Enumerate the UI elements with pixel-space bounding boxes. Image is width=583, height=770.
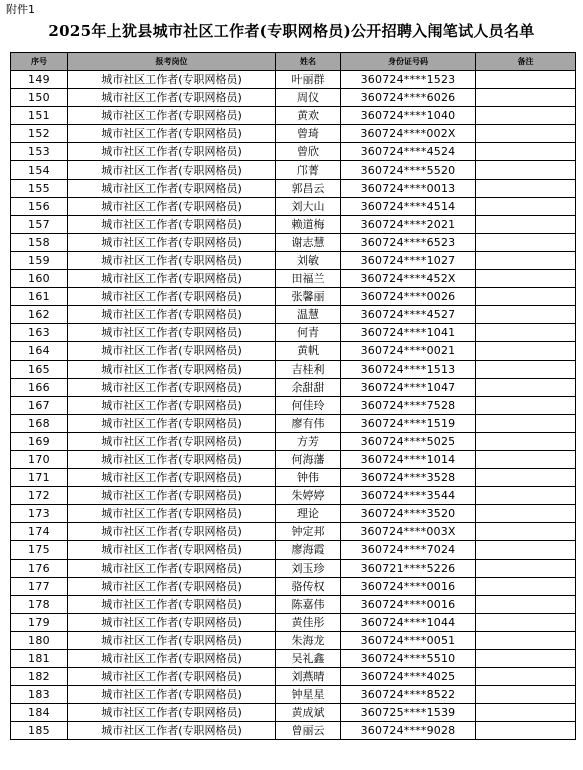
cell-post: 城市社区工作者(专职网格员) — [68, 324, 276, 342]
cell-name: 钟星星 — [276, 686, 341, 704]
cell-id-number: 360724****9028 — [341, 722, 476, 740]
cell-post: 城市社区工作者(专职网格员) — [68, 613, 276, 631]
cell-number: 163 — [11, 324, 68, 342]
cell-remarks — [476, 722, 576, 740]
cell-number: 174 — [11, 523, 68, 541]
cell-remarks — [476, 215, 576, 233]
cell-post: 城市社区工作者(专职网格员) — [68, 233, 276, 251]
cell-remarks — [476, 650, 576, 668]
cell-name: 周仪 — [276, 89, 341, 107]
cell-name: 黄欢 — [276, 107, 341, 125]
cell-post: 城市社区工作者(专职网格员) — [68, 143, 276, 161]
cell-name: 叶丽群 — [276, 71, 341, 89]
cell-remarks — [476, 306, 576, 324]
cell-id-number: 360724****1513 — [341, 360, 476, 378]
cell-name: 张馨丽 — [276, 288, 341, 306]
cell-name: 曾丽云 — [276, 722, 341, 740]
cell-name: 骆传权 — [276, 577, 341, 595]
cell-remarks — [476, 505, 576, 523]
cell-id-number: 360724****5025 — [341, 432, 476, 450]
cell-name: 田福兰 — [276, 270, 341, 288]
table-row — [11, 722, 576, 740]
cell-remarks — [476, 541, 576, 559]
cell-name: 何青 — [276, 324, 341, 342]
table-row — [11, 107, 576, 125]
cell-remarks — [476, 270, 576, 288]
table-row — [11, 523, 576, 541]
document-title: 2025年上犹县城市社区工作者(专职网格员)公开招聘入闱笔试人员名单 — [48, 22, 535, 40]
table-row — [11, 215, 576, 233]
cell-post: 城市社区工作者(专职网格员) — [68, 577, 276, 595]
cell-id-number: 360724****2021 — [341, 215, 476, 233]
cell-id-number: 360724****0051 — [341, 631, 476, 649]
cell-id-number: 360724****7528 — [341, 396, 476, 414]
cell-name: 朱婷婷 — [276, 487, 341, 505]
cell-name: 钟定邦 — [276, 523, 341, 541]
table-row — [11, 143, 576, 161]
table-row — [11, 650, 576, 668]
cell-remarks — [476, 668, 576, 686]
cell-post: 城市社区工作者(专职网格员) — [68, 378, 276, 396]
cell-id-number: 360724****0021 — [341, 342, 476, 360]
cell-id-number: 360724****4514 — [341, 197, 476, 215]
candidate-table — [10, 52, 576, 740]
table-row — [11, 541, 576, 559]
cell-number: 150 — [11, 89, 68, 107]
cell-number: 176 — [11, 559, 68, 577]
table-row — [11, 251, 576, 269]
table-row — [11, 342, 576, 360]
cell-id-number: 360725****1539 — [341, 704, 476, 722]
cell-remarks — [476, 233, 576, 251]
table-row — [11, 686, 576, 704]
cell-number: 153 — [11, 143, 68, 161]
table-row — [11, 613, 576, 631]
table-row — [11, 306, 576, 324]
cell-remarks — [476, 89, 576, 107]
table-row — [11, 668, 576, 686]
cell-name: 理论 — [276, 505, 341, 523]
cell-number: 177 — [11, 577, 68, 595]
cell-id-number: 360724****0016 — [341, 577, 476, 595]
table-header-row — [11, 53, 576, 71]
cell-remarks — [476, 613, 576, 631]
cell-id-number: 360724****4527 — [341, 306, 476, 324]
cell-post: 城市社区工作者(专职网格员) — [68, 251, 276, 269]
cell-id-number: 360724****3520 — [341, 505, 476, 523]
cell-number: 159 — [11, 251, 68, 269]
cell-name: 吴礼鑫 — [276, 650, 341, 668]
table-row — [11, 396, 576, 414]
table-row — [11, 125, 576, 143]
table-row — [11, 288, 576, 306]
cell-id-number: 360724****1040 — [341, 107, 476, 125]
cell-number: 181 — [11, 650, 68, 668]
table-row — [11, 71, 576, 89]
cell-number: 185 — [11, 722, 68, 740]
cell-post: 城市社区工作者(专职网格员) — [68, 668, 276, 686]
cell-post: 城市社区工作者(专职网格员) — [68, 107, 276, 125]
attachment-label: 附件1 — [6, 3, 35, 16]
cell-remarks — [476, 251, 576, 269]
table-row — [11, 378, 576, 396]
cell-number: 170 — [11, 450, 68, 468]
cell-remarks — [476, 577, 576, 595]
cell-remarks — [476, 396, 576, 414]
cell-number: 172 — [11, 487, 68, 505]
cell-number: 164 — [11, 342, 68, 360]
cell-number: 155 — [11, 179, 68, 197]
cell-post: 城市社区工作者(专职网格员) — [68, 125, 276, 143]
cell-post: 城市社区工作者(专职网格员) — [68, 686, 276, 704]
cell-post: 城市社区工作者(专职网格员) — [68, 631, 276, 649]
cell-name: 谢志慧 — [276, 233, 341, 251]
cell-remarks — [476, 342, 576, 360]
column-header-id-number: 身份证号码 — [341, 53, 476, 71]
cell-post: 城市社区工作者(专职网格员) — [68, 414, 276, 432]
table-row — [11, 469, 576, 487]
cell-remarks — [476, 469, 576, 487]
cell-number: 183 — [11, 686, 68, 704]
cell-remarks — [476, 143, 576, 161]
cell-number: 175 — [11, 541, 68, 559]
cell-remarks — [476, 161, 576, 179]
cell-number: 154 — [11, 161, 68, 179]
cell-post: 城市社区工作者(专职网格员) — [68, 450, 276, 468]
cell-id-number: 360724****6523 — [341, 233, 476, 251]
cell-remarks — [476, 107, 576, 125]
cell-number: 152 — [11, 125, 68, 143]
cell-remarks — [476, 432, 576, 450]
table-row — [11, 179, 576, 197]
cell-name: 朱海龙 — [276, 631, 341, 649]
cell-id-number: 360724****0016 — [341, 595, 476, 613]
cell-name: 廖海霞 — [276, 541, 341, 559]
cell-name: 黄佳彤 — [276, 613, 341, 631]
cell-id-number: 360724****452X — [341, 270, 476, 288]
cell-number: 165 — [11, 360, 68, 378]
cell-post: 城市社区工作者(专职网格员) — [68, 523, 276, 541]
cell-post: 城市社区工作者(专职网格员) — [68, 89, 276, 107]
cell-name: 黄帆 — [276, 342, 341, 360]
cell-id-number: 360721****5226 — [341, 559, 476, 577]
cell-name: 刘玉珍 — [276, 559, 341, 577]
cell-number: 156 — [11, 197, 68, 215]
table-row — [11, 450, 576, 468]
cell-remarks — [476, 559, 576, 577]
cell-post: 城市社区工作者(专职网格员) — [68, 342, 276, 360]
cell-number: 149 — [11, 71, 68, 89]
cell-number: 166 — [11, 378, 68, 396]
cell-id-number: 360724****7024 — [341, 541, 476, 559]
cell-number: 151 — [11, 107, 68, 125]
cell-number: 162 — [11, 306, 68, 324]
cell-number: 161 — [11, 288, 68, 306]
cell-number: 171 — [11, 469, 68, 487]
cell-remarks — [476, 71, 576, 89]
column-header-remarks: 备注 — [476, 53, 576, 71]
cell-id-number: 360724****1041 — [341, 324, 476, 342]
cell-remarks — [476, 450, 576, 468]
cell-id-number: 360724****1014 — [341, 450, 476, 468]
cell-post: 城市社区工作者(专职网格员) — [68, 215, 276, 233]
cell-id-number: 360724****1044 — [341, 613, 476, 631]
cell-name: 何佳玲 — [276, 396, 341, 414]
cell-post: 城市社区工作者(专职网格员) — [68, 396, 276, 414]
cell-post: 城市社区工作者(专职网格员) — [68, 179, 276, 197]
cell-name: 郭昌云 — [276, 179, 341, 197]
cell-name: 赖道梅 — [276, 215, 341, 233]
cell-id-number: 360724****3528 — [341, 469, 476, 487]
cell-post: 城市社区工作者(专职网格员) — [68, 432, 276, 450]
cell-id-number: 360724****003X — [341, 523, 476, 541]
table-row — [11, 233, 576, 251]
cell-remarks — [476, 197, 576, 215]
cell-remarks — [476, 631, 576, 649]
cell-post: 城市社区工作者(专职网格员) — [68, 541, 276, 559]
cell-id-number: 360724****4524 — [341, 143, 476, 161]
cell-name: 陈嘉伟 — [276, 595, 341, 613]
cell-post: 城市社区工作者(专职网格员) — [68, 360, 276, 378]
cell-name: 方芳 — [276, 432, 341, 450]
table-row — [11, 704, 576, 722]
cell-remarks — [476, 595, 576, 613]
cell-id-number: 360724****1523 — [341, 71, 476, 89]
cell-id-number: 360724****002X — [341, 125, 476, 143]
cell-remarks — [476, 414, 576, 432]
table-body — [11, 71, 576, 740]
cell-remarks — [476, 487, 576, 505]
cell-number: 158 — [11, 233, 68, 251]
column-header-post: 报考岗位 — [68, 53, 276, 71]
cell-remarks — [476, 324, 576, 342]
cell-post: 城市社区工作者(专职网格员) — [68, 704, 276, 722]
cell-number: 178 — [11, 595, 68, 613]
cell-name: 余甜甜 — [276, 378, 341, 396]
cell-id-number: 360724****1027 — [341, 251, 476, 269]
cell-post: 城市社区工作者(专职网格员) — [68, 71, 276, 89]
cell-id-number: 360724****0026 — [341, 288, 476, 306]
table-row — [11, 487, 576, 505]
cell-remarks — [476, 704, 576, 722]
cell-number: 168 — [11, 414, 68, 432]
cell-id-number: 360724****3544 — [341, 487, 476, 505]
cell-remarks — [476, 360, 576, 378]
column-header-number: 序号 — [11, 53, 68, 71]
table-row — [11, 197, 576, 215]
cell-post: 城市社区工作者(专职网格员) — [68, 288, 276, 306]
cell-name: 温慧 — [276, 306, 341, 324]
table-row — [11, 360, 576, 378]
cell-post: 城市社区工作者(专职网格员) — [68, 270, 276, 288]
cell-post: 城市社区工作者(专职网格员) — [68, 595, 276, 613]
table-row — [11, 631, 576, 649]
cell-post: 城市社区工作者(专职网格员) — [68, 487, 276, 505]
cell-remarks — [476, 523, 576, 541]
cell-post: 城市社区工作者(专职网格员) — [68, 650, 276, 668]
table-row — [11, 161, 576, 179]
cell-id-number: 360724****5510 — [341, 650, 476, 668]
cell-name: 黄成斌 — [276, 704, 341, 722]
cell-number: 179 — [11, 613, 68, 631]
cell-post: 城市社区工作者(专职网格员) — [68, 197, 276, 215]
cell-post: 城市社区工作者(专职网格员) — [68, 505, 276, 523]
cell-id-number: 360724****0013 — [341, 179, 476, 197]
table-row — [11, 577, 576, 595]
cell-number: 160 — [11, 270, 68, 288]
table-row — [11, 595, 576, 613]
cell-name: 钟伟 — [276, 469, 341, 487]
cell-name: 吉桂利 — [276, 360, 341, 378]
cell-number: 180 — [11, 631, 68, 649]
cell-id-number: 360724****1047 — [341, 378, 476, 396]
cell-id-number: 360724****1519 — [341, 414, 476, 432]
cell-remarks — [476, 125, 576, 143]
table-row — [11, 414, 576, 432]
table-row — [11, 505, 576, 523]
cell-post: 城市社区工作者(专职网格员) — [68, 161, 276, 179]
cell-name: 曾欣 — [276, 143, 341, 161]
cell-remarks — [476, 288, 576, 306]
column-header-name: 姓名 — [276, 53, 341, 71]
cell-post: 城市社区工作者(专职网格员) — [68, 306, 276, 324]
cell-post: 城市社区工作者(专职网格员) — [68, 469, 276, 487]
cell-number: 182 — [11, 668, 68, 686]
cell-remarks — [476, 179, 576, 197]
cell-id-number: 360724****5520 — [341, 161, 476, 179]
cell-name: 邝菁 — [276, 161, 341, 179]
cell-number: 173 — [11, 505, 68, 523]
cell-id-number: 360724****8522 — [341, 686, 476, 704]
cell-post: 城市社区工作者(专职网格员) — [68, 722, 276, 740]
cell-name: 刘敏 — [276, 251, 341, 269]
cell-number: 167 — [11, 396, 68, 414]
cell-remarks — [476, 378, 576, 396]
cell-number: 169 — [11, 432, 68, 450]
table-row — [11, 559, 576, 577]
table-row — [11, 89, 576, 107]
cell-name: 刘大山 — [276, 197, 341, 215]
cell-name: 刘燕晴 — [276, 668, 341, 686]
cell-name: 何海藩 — [276, 450, 341, 468]
cell-post: 城市社区工作者(专职网格员) — [68, 559, 276, 577]
cell-name: 曾琦 — [276, 125, 341, 143]
table-row — [11, 324, 576, 342]
cell-name: 廖有伟 — [276, 414, 341, 432]
cell-number: 157 — [11, 215, 68, 233]
cell-id-number: 360724****6026 — [341, 89, 476, 107]
cell-id-number: 360724****4025 — [341, 668, 476, 686]
cell-number: 184 — [11, 704, 68, 722]
cell-remarks — [476, 686, 576, 704]
table-row — [11, 270, 576, 288]
table-row — [11, 432, 576, 450]
